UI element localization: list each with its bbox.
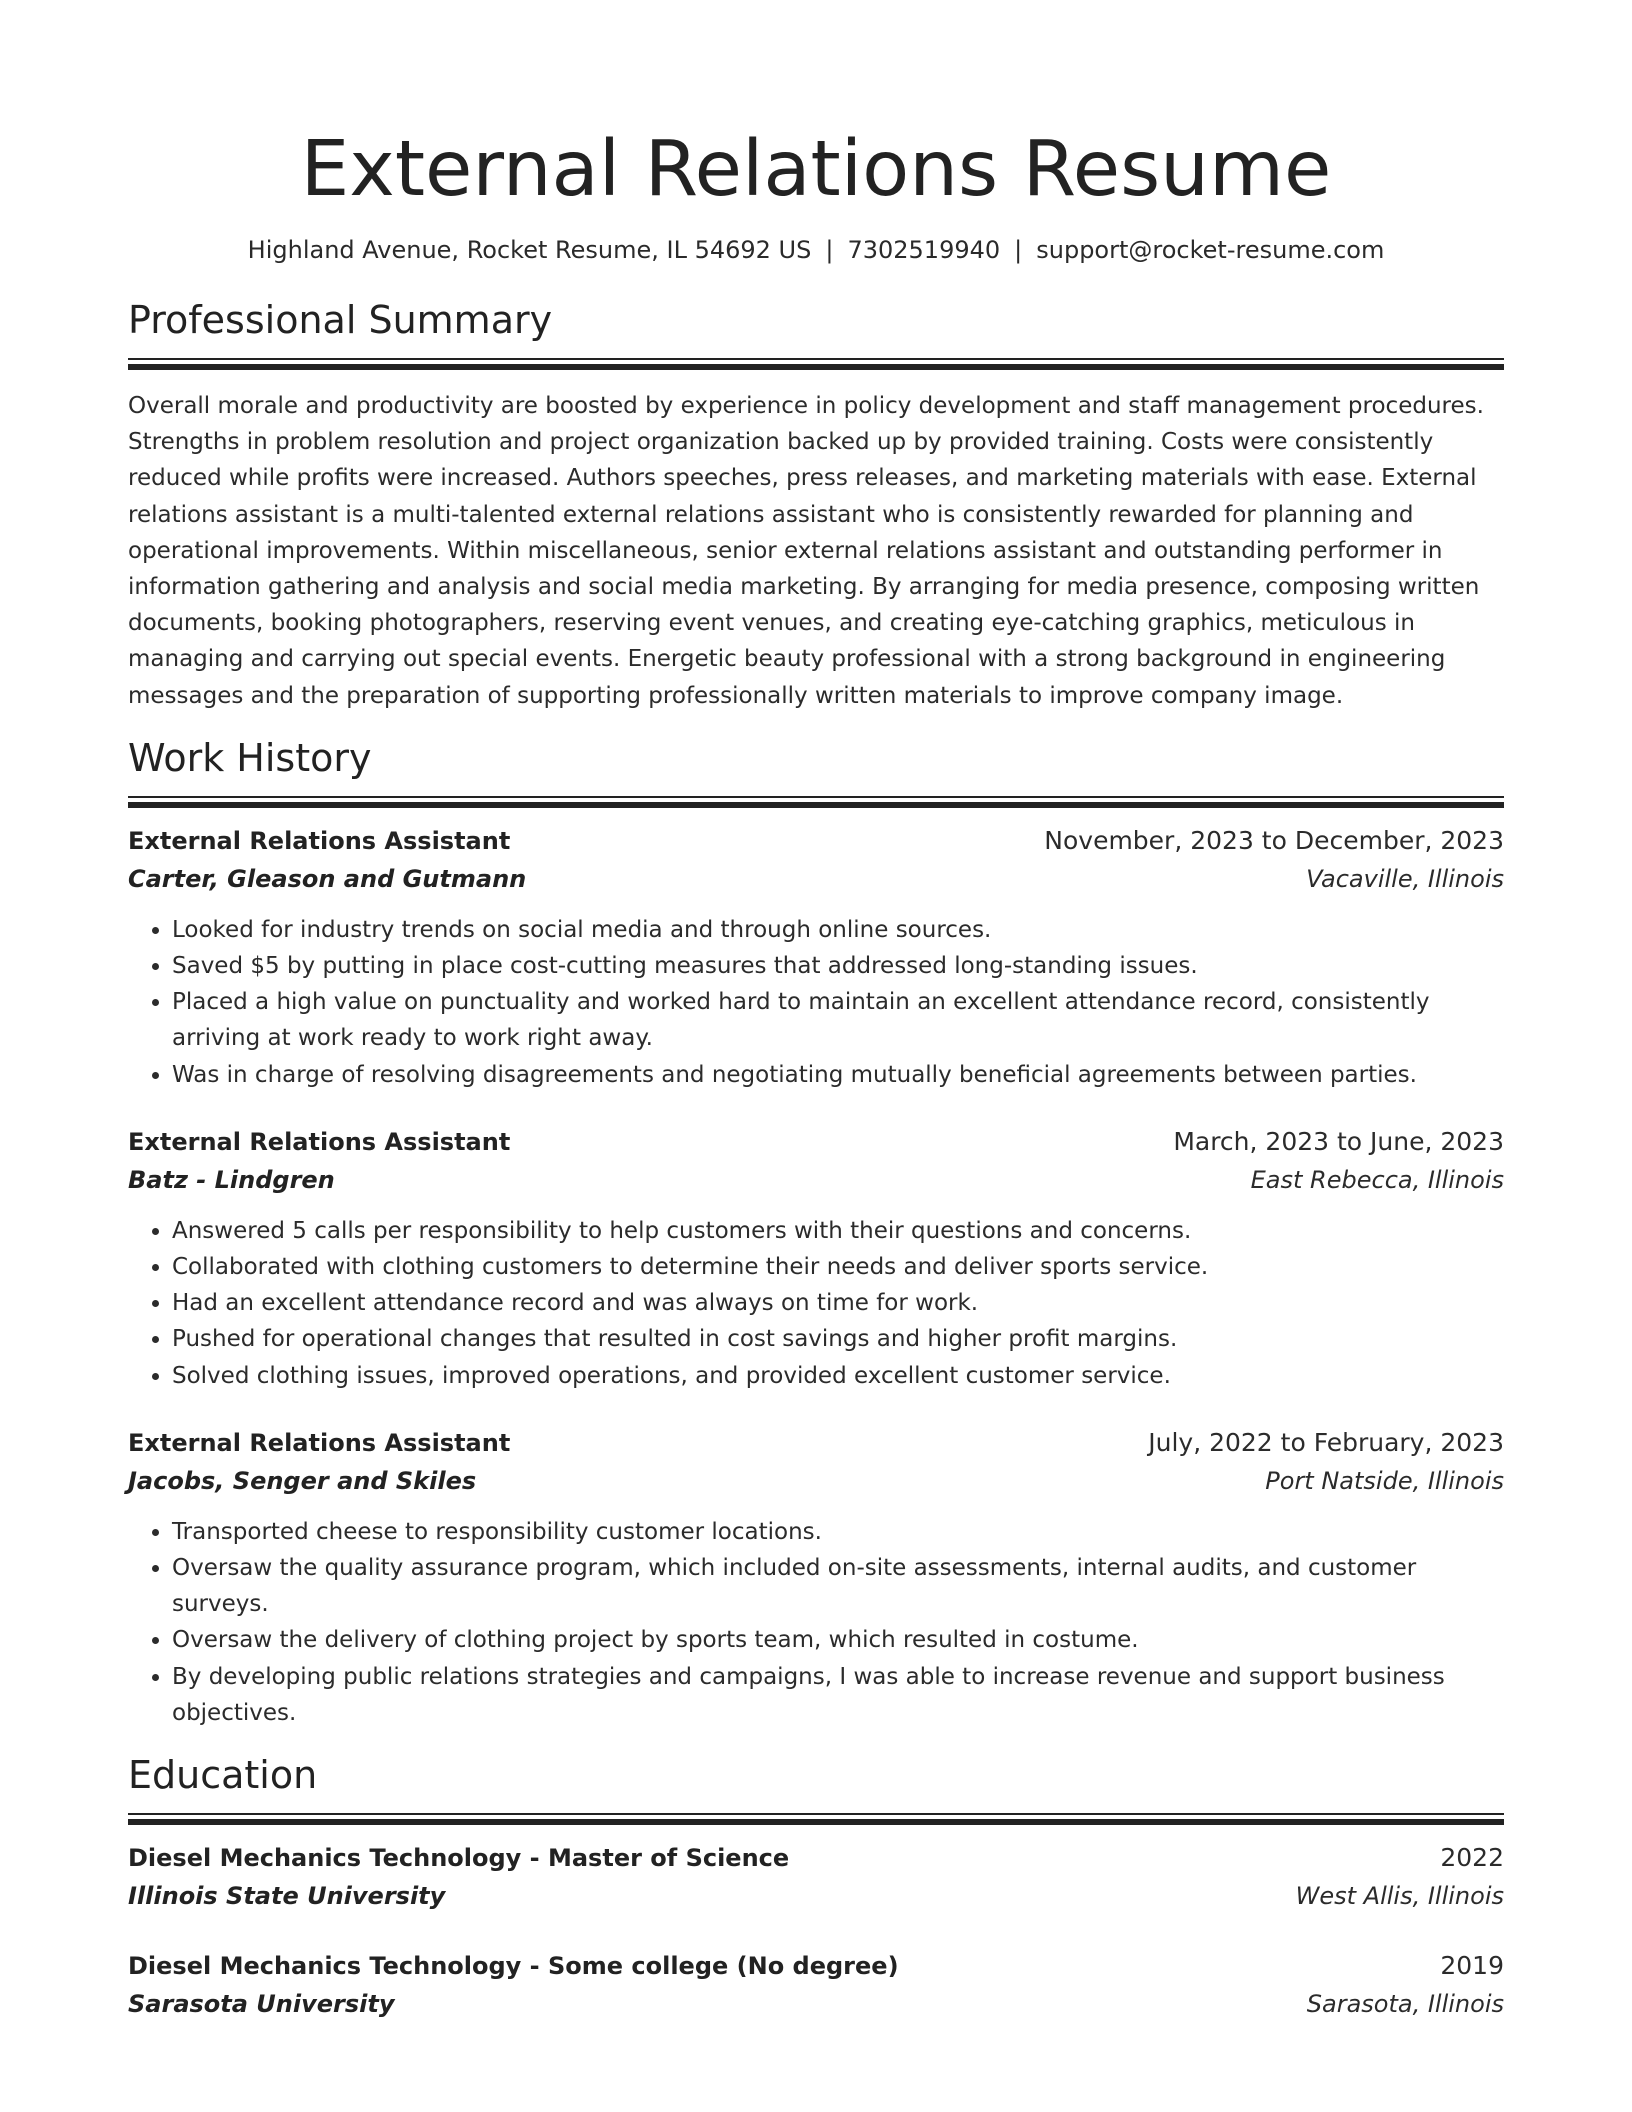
education-school: Sarasota University [128, 1990, 395, 2019]
education-year: 2019 [1440, 1951, 1504, 1981]
job-entry [128, 822, 1504, 1093]
list-item: • Placed a high value on punctuality and worked hard to maintain an excellent attendance record, consistently arriving at work ready to work right away. [172, 984, 1504, 1056]
list-item: • Oversaw the delivery of clothing project by sports team, which resulted in costume. [172, 1622, 1504, 1658]
section-divider [128, 802, 1504, 808]
list-item: • Solved clothing issues, improved operations, and provided excellent customer service. [172, 1358, 1504, 1394]
list-item: • Looked for industry trends on social media and through online sources. [172, 912, 1504, 948]
list-item: • Oversaw the quality assurance program, which included on-site assessments, internal audits, and customer surveys. [172, 1550, 1504, 1622]
job-title: External Relations Assistant [128, 1127, 511, 1156]
education-location: Sarasota, Illinois [1306, 1990, 1504, 2019]
section-divider [128, 358, 1504, 360]
list-item: • Transported cheese to responsibility customer locations. [172, 1514, 1504, 1550]
section-divider [128, 1819, 1504, 1825]
job-header-row [128, 1123, 1504, 1161]
job-company-row [128, 860, 1504, 898]
job-dates: March, 2023 to June, 2023 [1173, 1126, 1504, 1156]
education-entry [128, 1839, 1504, 1915]
job-title: External Relations Assistant [128, 1428, 511, 1457]
section-heading-education: Education [128, 1753, 318, 1798]
list-item: • Collaborated with clothing customers to determine their needs and deliver sports service. [172, 1249, 1504, 1285]
list-item: • Had an excellent attendance record and was always on time for work. [172, 1285, 1504, 1321]
job-company: Jacobs, Senger and Skiles [128, 1466, 477, 1495]
job-company: Carter, Gleason and Gutmann [128, 864, 527, 893]
section-divider [128, 796, 1504, 798]
job-location: Port Natside, Illinois [1265, 1466, 1504, 1495]
section-heading-summary: Professional Summary [128, 298, 553, 342]
section-heading-work: Work History [128, 735, 372, 780]
education-degree: Diesel Mechanics Technology - Master of Science [128, 1844, 790, 1873]
work-section [128, 734, 1504, 1731]
list-item: • Pushed for operational changes that resulted in cost savings and higher profit margins. [172, 1321, 1504, 1357]
job-bullets [128, 1213, 1504, 1394]
job-bullets [128, 912, 1504, 1093]
contact-address: Highland Avenue, Rocket Resume, IL 54692 US [247, 236, 812, 264]
job-company: Batz - Lindgren [128, 1165, 335, 1194]
summary-section [128, 296, 1504, 714]
list-item: • Was in charge of resolving disagreements and negotiating mutually beneficial agreements between parties. [172, 1057, 1504, 1093]
resume-page [128, 0, 1504, 2023]
job-header-row [128, 1424, 1504, 1462]
education-school-row [128, 1877, 1504, 1915]
contact-email[interactable]: support@rocket-resume.com [1036, 236, 1385, 264]
contact-phone: 7302519940 [847, 236, 1001, 264]
list-item: • Answered 5 calls per responsibility to help customers with their questions and concerns. [172, 1213, 1504, 1249]
contact-separator: | [825, 236, 834, 264]
job-header-row [128, 822, 1504, 860]
education-location: West Allis, Illinois [1295, 1882, 1504, 1911]
job-location: East Rebecca, Illinois [1250, 1165, 1504, 1194]
education-school-row [128, 1985, 1504, 2023]
list-item: • By developing public relations strategies and campaigns, I was able to increase revenue and support business objectives. [172, 1659, 1504, 1731]
education-year: 2022 [1440, 1843, 1504, 1873]
education-entry [128, 1947, 1504, 2023]
job-location: Vacaville, Illinois [1306, 864, 1504, 893]
education-header-row [128, 1839, 1504, 1877]
job-title: External Relations Assistant [128, 826, 511, 855]
education-section [128, 1751, 1504, 2023]
job-entry [128, 1424, 1504, 1731]
section-divider [128, 364, 1504, 370]
summary-text: Overall morale and productivity are boosted by experience in policy development and staff management procedures. Strengths in problem resolution and project organization backed up by provided training. Costs were consistently reduced while profits were increased. Authors speeches, press releases, and marketing materials with ease. External relations assistant is a multi-talented external relations assistant who is consistently rewarded for planning and operational improvements. Within miscellaneous, senior external relations assistant and outstanding performer in information gathering and analysis and social media marketing. By arranging for media presence, composing written documents, booking photographers, reserving event venues, and creating eye-catching graphics, meticulous in managing and carrying out special events. Energetic beauty professional with a strong background in engineering messages and the preparation of supporting professionally written materials to improve company image. [128, 393, 1484, 709]
section-divider [128, 1813, 1504, 1815]
education-degree: Diesel Mechanics Technology - Some college (No degree) [128, 1952, 899, 1981]
job-entry [128, 1123, 1504, 1394]
contact-line [128, 234, 1504, 266]
education-header-row [128, 1947, 1504, 1985]
job-dates: November, 2023 to December, 2023 [1044, 825, 1504, 855]
job-bullets [128, 1514, 1504, 1731]
resume-title: External Relations Resume [300, 125, 1332, 214]
contact-separator: | [1014, 236, 1023, 264]
education-school: Illinois State University [128, 1882, 446, 1911]
job-company-row [128, 1161, 1504, 1199]
job-company-row [128, 1462, 1504, 1500]
list-item: • Saved $5 by putting in place cost-cutting measures that addressed long-standing issues. [172, 948, 1504, 984]
job-dates: July, 2022 to February, 2023 [1148, 1427, 1504, 1457]
